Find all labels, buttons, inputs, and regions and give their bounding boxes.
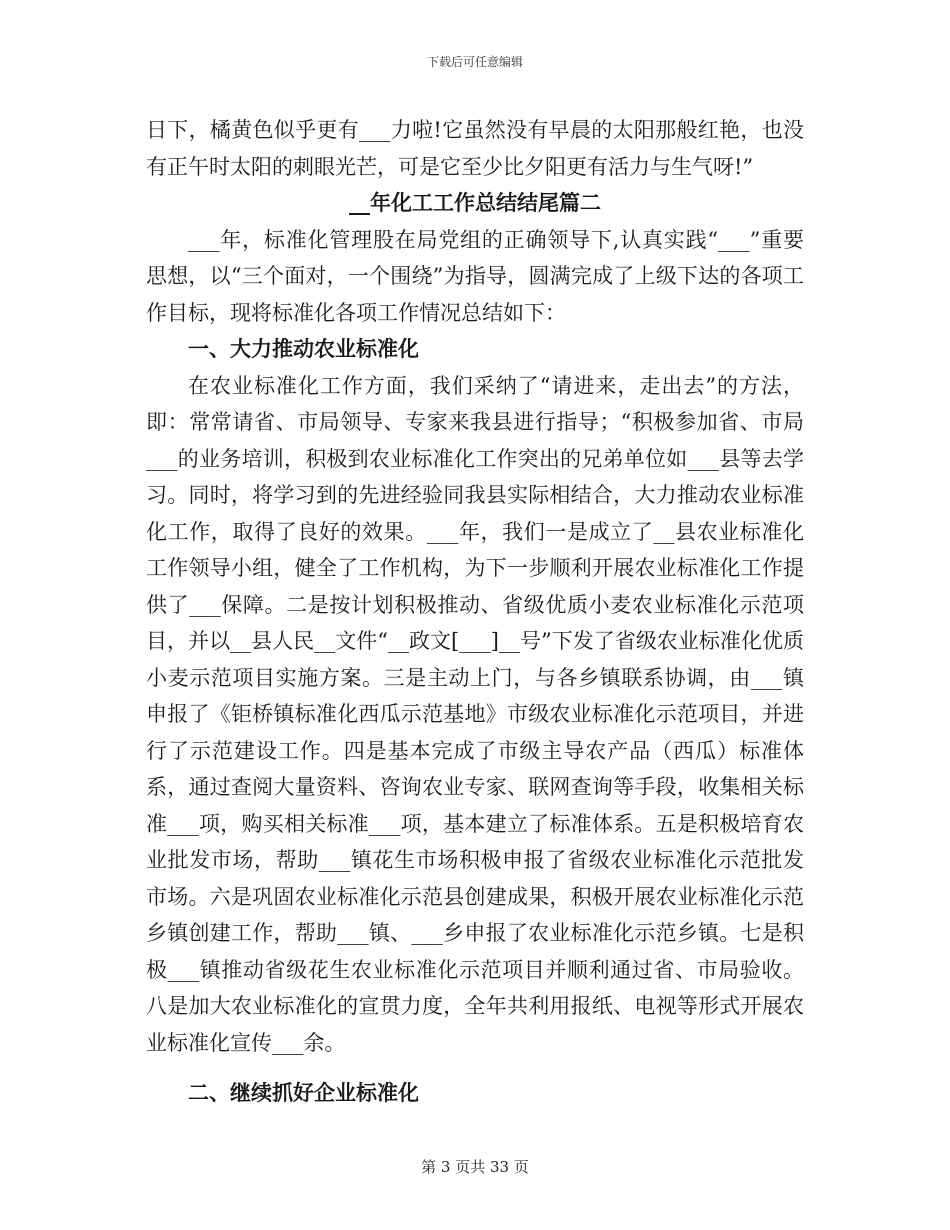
body-paragraph-agriculture: 在农业标准化工作方面，我们采纳了“请进来，走出去”的方法，即：常常请省、市局领导、专家来我县进行指导；“积极参加省、市局___的业务培训，积极到农业标准化工作突出的兄弟单位如___县等去学习。同时，将学习到的先进经验同我县实际相结合，大力推动农业标准化工作，取得了良好的效果。___年，我们一是成立了__县农业标准化工作领导小组，健全了工作机构，为下一步顺利开展农业标准化工作提供了___保障。二是按计划积极推动、省级优质小麦农业标准化示范项目，并以__县人民__文件“__政文[___]__号”下发了省级农业标准化优质小麦示范项目实施方案。三是主动上门，与各乡镇联系协调，由___镇申报了《钜桥镇标准化西瓜示范基地》市级农业标准化示范项目，并进行了示范建设工作。四是基本完成了市级主导农产品（西瓜）标准体系，通过查阅大量资料、咨询农业专家、联网查询等手段，收集相关标准___项，购买相关标准___项，基本建立了标准体系。五是积极培育农业批发市场，帮助___镇花生市场积极申报了省级农业标准化示范批发市场。六是巩固农业标准化示范县创建成果，积极开展农业标准化示范乡镇创建工作，帮助___镇、___乡申报了农业标准化示范乡镇。七是积极___镇推动省级花生农业标准化示范项目并顺利通过省、市局验收。八是加大农业标准化的宣贯力度，全年共利用报纸、电视等形式开展农业标准化宣传___余。 xyxy=(146,373,804,1055)
page-header: 下载后可任意编辑 xyxy=(426,55,523,69)
page-footer: 第 3 页共 33 页 xyxy=(421,1158,529,1176)
heading-enterprise-standardization: 二、继续抓好企业标准化 xyxy=(188,1080,419,1105)
opening-paragraph: ___年，标准化管理股在局党组的正确领导下,认真实践“___”重要思想，以“三个面对，一个围绕”为指导，圆满完成了上级下达的各项工作目标，现将标准化各项工作情况总结如下： xyxy=(146,227,804,325)
intro-paragraph: 日下，橘黄色似乎更有___力啦!它虽然没有早晨的太阳那般红艳，也没有正午时太阳的刺眼光芒，可是它至少比夕阳更有活力与生气呀!” xyxy=(146,118,804,179)
document-body xyxy=(146,112,804,1112)
section-title: __年化工工作总结结尾篇二 xyxy=(349,190,601,215)
heading-agriculture-standardization: 一、大力推动农业标准化 xyxy=(188,336,419,361)
